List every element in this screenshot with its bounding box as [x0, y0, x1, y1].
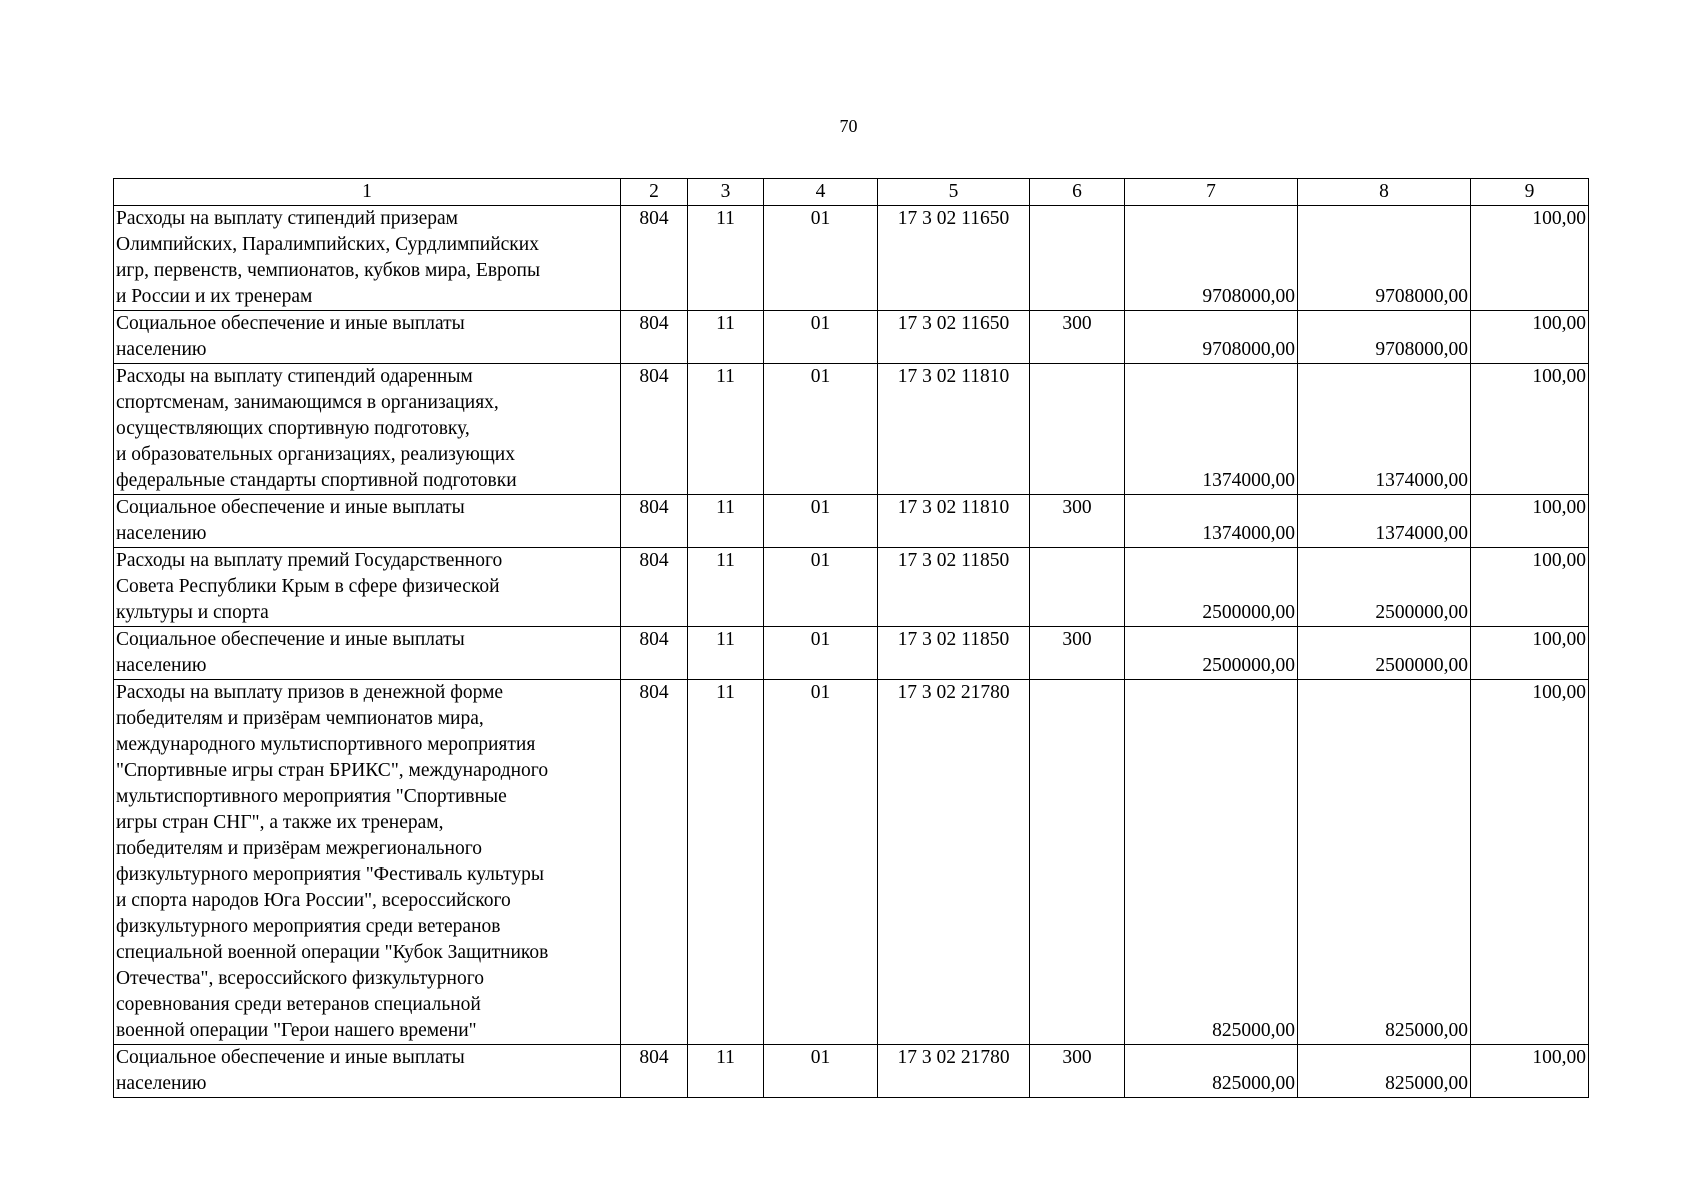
subsection-cell: 01: [764, 627, 878, 680]
executed-amount-cell: 825000,00: [1298, 680, 1471, 1045]
budget-table: [113, 178, 1589, 1098]
admin-code-cell: 804: [621, 627, 688, 680]
expense-name-line: специальной военной операции "Кубок Защитников: [116, 942, 549, 963]
planned-amount-cell: 1374000,00: [1125, 495, 1298, 548]
planned-amount-cell: 9708000,00: [1125, 311, 1298, 364]
percent-cell: 100,00: [1471, 206, 1589, 311]
section-cell: 11: [688, 311, 764, 364]
table-row: [114, 364, 1589, 495]
percent-cell: 100,00: [1471, 364, 1589, 495]
page-number: 70: [839, 116, 858, 136]
expense-name-line: победителям и призёрам чемпионатов мира,: [116, 708, 484, 729]
subsection-cell: 01: [764, 680, 878, 1045]
target-article-cell: 17 3 02 11810: [878, 495, 1030, 548]
header-cell: 7: [1125, 179, 1298, 206]
admin-code-cell: 804: [621, 680, 688, 1045]
expense-name-line: игр, первенств, чемпионатов, кубков мира, Европы: [116, 260, 541, 281]
target-article-cell: 17 3 02 21780: [878, 1045, 1030, 1098]
subsection-cell: 01: [764, 206, 878, 311]
subsection-cell: 01: [764, 1045, 878, 1098]
target-article-cell: 17 3 02 11810: [878, 364, 1030, 495]
expense-name-line: победителям и призёрам межрегионального: [116, 838, 482, 859]
expense-name-line: населению: [116, 1073, 207, 1094]
expense-name-line: физкультурного мероприятия "Фестиваль культуры: [116, 864, 544, 885]
percent-cell: 100,00: [1471, 1045, 1589, 1098]
expense-type-cell: 300: [1030, 495, 1125, 548]
planned-amount-cell: 1374000,00: [1125, 364, 1298, 495]
header-cell: 1: [114, 179, 621, 206]
table-header-row: [114, 179, 1589, 206]
expense-name-line: населению: [116, 523, 207, 544]
expense-name-line: игры стран СНГ", а также их тренерам,: [116, 812, 444, 833]
executed-amount-cell: 1374000,00: [1298, 364, 1471, 495]
expense-type-cell: [1030, 680, 1125, 1045]
table-row: [114, 311, 1589, 364]
executed-amount-cell: 2500000,00: [1298, 627, 1471, 680]
executed-amount-cell: 9708000,00: [1298, 311, 1471, 364]
expense-name-line: международного мультиспортивного мероприятия: [116, 734, 536, 755]
expense-name-line: и спорта народов Юга России", всероссийского: [116, 890, 511, 911]
executed-amount-cell: 9708000,00: [1298, 206, 1471, 311]
target-article-cell: 17 3 02 21780: [878, 680, 1030, 1045]
expense-name-line: Олимпийских, Паралимпийских, Сурдлимпийских: [116, 234, 539, 255]
planned-amount-cell: 2500000,00: [1125, 627, 1298, 680]
target-article-cell: 17 3 02 11650: [878, 206, 1030, 311]
header-cell: 3: [688, 179, 764, 206]
expense-name-line: Расходы на выплату стипендий призерам: [116, 208, 459, 229]
expense-name-cell: [114, 1045, 621, 1098]
expense-name-line: Совета Республики Крым в сфере физической: [116, 576, 500, 597]
admin-code-cell: 804: [621, 206, 688, 311]
expense-name-cell: [114, 680, 621, 1045]
executed-amount-cell: 2500000,00: [1298, 548, 1471, 627]
percent-cell: 100,00: [1471, 627, 1589, 680]
expense-name-line: населению: [116, 339, 207, 360]
expense-name-cell: [114, 206, 621, 311]
expense-name-line: Социальное обеспечение и иные выплаты: [116, 313, 465, 334]
section-cell: 11: [688, 1045, 764, 1098]
subsection-cell: 01: [764, 311, 878, 364]
expense-name-cell: [114, 364, 621, 495]
planned-amount-cell: 825000,00: [1125, 680, 1298, 1045]
expense-name-line: Отечества", всероссийского физкультурного: [116, 968, 485, 989]
section-cell: 11: [688, 364, 764, 495]
expense-name-cell: [114, 495, 621, 548]
subsection-cell: 01: [764, 495, 878, 548]
planned-amount-cell: 2500000,00: [1125, 548, 1298, 627]
executed-amount-cell: 825000,00: [1298, 1045, 1471, 1098]
admin-code-cell: 804: [621, 364, 688, 495]
target-article-cell: 17 3 02 11850: [878, 627, 1030, 680]
header-cell: 8: [1298, 179, 1471, 206]
expense-name-line: военной операции "Герои нашего времени": [116, 1020, 477, 1041]
expense-type-cell: 300: [1030, 627, 1125, 680]
table-row: [114, 206, 1589, 311]
table-row: [114, 495, 1589, 548]
table-row: [114, 627, 1589, 680]
section-cell: 11: [688, 680, 764, 1045]
expense-type-cell: 300: [1030, 1045, 1125, 1098]
admin-code-cell: 804: [621, 1045, 688, 1098]
admin-code-cell: 804: [621, 495, 688, 548]
expense-name-line: мультиспортивного мероприятия "Спортивные: [116, 786, 507, 807]
expense-name-line: и образовательных организациях, реализующих: [116, 444, 515, 465]
percent-cell: 100,00: [1471, 495, 1589, 548]
expense-name-line: населению: [116, 655, 207, 676]
planned-amount-cell: 9708000,00: [1125, 206, 1298, 311]
expense-name-line: Социальное обеспечение и иные выплаты: [116, 629, 465, 650]
subsection-cell: 01: [764, 364, 878, 495]
header-cell: 5: [878, 179, 1030, 206]
expense-name-line: физкультурного мероприятия среди ветеранов: [116, 916, 501, 937]
expense-name-line: и России и их тренерам: [116, 286, 313, 307]
expense-name-line: "Спортивные игры стран БРИКС", международного: [116, 760, 549, 781]
header-cell: 4: [764, 179, 878, 206]
expense-type-cell: [1030, 548, 1125, 627]
executed-amount-cell: 1374000,00: [1298, 495, 1471, 548]
expense-name-line: спортсменам, занимающимся в организациях,: [116, 392, 499, 413]
expense-type-cell: [1030, 206, 1125, 311]
target-article-cell: 17 3 02 11850: [878, 548, 1030, 627]
admin-code-cell: 804: [621, 311, 688, 364]
expense-name-line: Социальное обеспечение и иные выплаты: [116, 497, 465, 518]
header-cell: 6: [1030, 179, 1125, 206]
expense-name-line: Расходы на выплату призов в денежной форме: [116, 682, 504, 703]
section-cell: 11: [688, 495, 764, 548]
table-row: [114, 1045, 1589, 1098]
section-cell: 11: [688, 206, 764, 311]
header-cell: 2: [621, 179, 688, 206]
table-row: [114, 680, 1589, 1045]
section-cell: 11: [688, 548, 764, 627]
header-cell: 9: [1471, 179, 1589, 206]
expense-type-cell: 300: [1030, 311, 1125, 364]
expense-name-cell: [114, 548, 621, 627]
section-cell: 11: [688, 627, 764, 680]
expense-name-line: культуры и спорта: [116, 602, 269, 623]
expense-name-line: Расходы на выплату премий Государственного: [116, 550, 503, 571]
expense-name-cell: [114, 311, 621, 364]
percent-cell: 100,00: [1471, 680, 1589, 1045]
subsection-cell: 01: [764, 548, 878, 627]
planned-amount-cell: 825000,00: [1125, 1045, 1298, 1098]
target-article-cell: 17 3 02 11650: [878, 311, 1030, 364]
expense-name-line: федеральные стандарты спортивной подготовки: [116, 470, 517, 491]
table-row: [114, 548, 1589, 627]
expense-type-cell: [1030, 364, 1125, 495]
expense-name-line: соревнования среди ветеранов специальной: [116, 994, 481, 1015]
percent-cell: 100,00: [1471, 548, 1589, 627]
expense-name-cell: [114, 627, 621, 680]
expense-name-line: осуществляющих спортивную подготовку,: [116, 418, 470, 439]
expense-name-line: Расходы на выплату стипендий одаренным: [116, 366, 473, 387]
admin-code-cell: 804: [621, 548, 688, 627]
percent-cell: 100,00: [1471, 311, 1589, 364]
expense-name-line: Социальное обеспечение и иные выплаты: [116, 1047, 465, 1068]
